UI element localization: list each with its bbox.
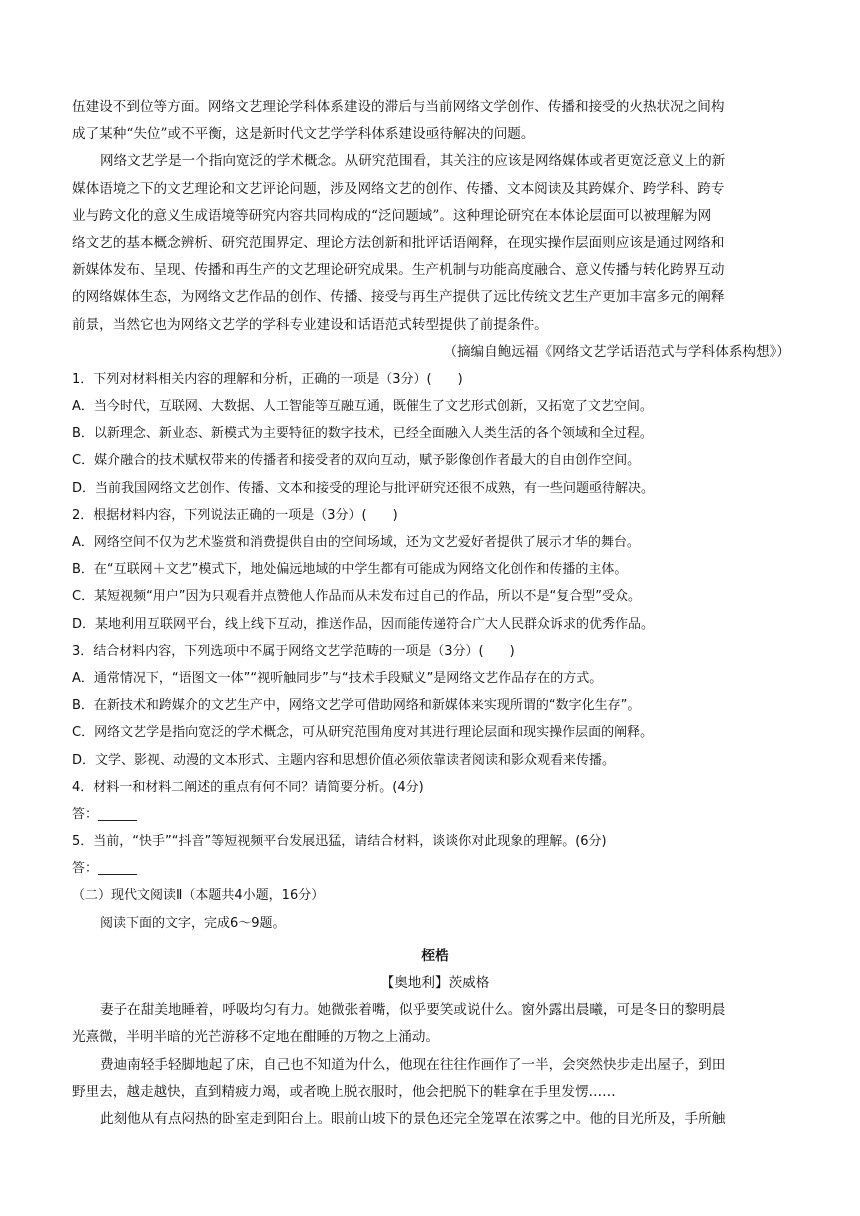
question-4 bbox=[72, 774, 798, 828]
section-2 bbox=[72, 882, 798, 1133]
option-d[interactable]: D．当前我国网络文艺创作、传播、文本和接受的理论与批评研究还很不成熟，有一些问题亟待解决。 bbox=[72, 480, 655, 496]
option-b[interactable]: B．以新理念、新业态、新模式为主要特征的数字技术，已经全面融入人类生活的各个领域和全过程。 bbox=[72, 426, 653, 442]
question-5 bbox=[72, 828, 798, 882]
passage-line: 伍建设不到位等方面。网络文艺理论学科体系建设的滞后与当前网络文学创作、传播和接受的火热状况之间构 bbox=[72, 99, 725, 115]
section-heading: （二）现代文阅读Ⅱ（本题共4小题，16分） bbox=[72, 888, 325, 904]
passage-line: 的网络媒体生态，为网络文艺作品的创作、传播、接受与再生产提供了远比传统文艺生产更加丰富多元的阐释 bbox=[72, 289, 725, 306]
question-stem: 4．材料一和材料二阐述的重点有何不同？请简要分析。(4分) bbox=[72, 779, 424, 795]
question-2 bbox=[72, 502, 798, 638]
question-1 bbox=[72, 366, 798, 502]
answer-blank[interactable]: 答：______ bbox=[72, 806, 138, 822]
question-3 bbox=[72, 638, 798, 774]
passage-line: 新媒体发布、呈现、传播和再生产的文艺理论研究成果。生产机制与功能高度融合、意义传播与转化跨界互动 bbox=[72, 262, 725, 279]
story-line: 光熹微，半明半暗的光芒游移不定地在酣睡的万物之上涌动。 bbox=[72, 1029, 440, 1046]
passage-line: 络文艺的基本概念辨析、研究范围界定、理论方法创新和批评话语阐释，在现实操作层面则应该是通过网络和 bbox=[72, 234, 725, 251]
passage-line: 前景，当然它也为网络文艺学的学科专业建设和话语范式转型提供了前提条件。 bbox=[72, 316, 548, 333]
passage-line: 业与跨文化的意义生成语境等研究内容共同构成的“泛问题域”。这种理论研究在本体论层面可以被理解为网 bbox=[72, 207, 712, 224]
option-b[interactable]: B．在新技术和跨媒介的文艺生产中，网络文艺学可借助网络和新媒体来实现所谓的“数字化生存”。 bbox=[72, 698, 641, 714]
story-title: 桎梏 bbox=[421, 947, 449, 964]
question-stem: 2．根据材料内容，下列说法正确的一项是（3分）( ) bbox=[72, 507, 398, 523]
story-line: 费迪南轻手轻脚地起了床，自己也不知道为什么，他现在往往作画作了一半，会突然快步走出屋子，到田 bbox=[100, 1056, 726, 1073]
story-line: 野里去，越走越快，直到精疲力竭，或者晚上脱衣服时，他会把脱下的鞋拿在手里发愣…… bbox=[72, 1083, 616, 1100]
option-d[interactable]: D．某地利用互联网平台，线上线下互动，推送作品，因而能传递符合广大人民群众诉求的优秀作品。 bbox=[72, 616, 655, 632]
option-c[interactable]: C．网络文艺学是指向宽泛的学术概念，可从研究范围角度对其进行理论层面和现实操作层面的阐释。 bbox=[72, 725, 654, 741]
passage-line: 成了某种“失位”或不平衡，这是新时代文艺学学科体系建设亟待解决的问题。 bbox=[72, 126, 535, 143]
option-c[interactable]: C．某短视频“用户”因为只观看并点赞他人作品而从未发布过自己的作品，所以不是“复合型”受众。 bbox=[72, 589, 642, 605]
document-page bbox=[72, 94, 798, 1133]
passage-line: 媒体语境之下的文艺理论和文艺评论问题，涉及网络文艺的创作、传播、文本阅读及其跨媒介、跨学科、跨专 bbox=[72, 180, 725, 197]
story-line: 此刻他从有点闷热的卧室走到阳台上。眼前山坡下的景色还完全笼罩在浓雾之中。他的目光所及，手所触 bbox=[100, 1110, 726, 1127]
option-a[interactable]: A．当今时代，互联网、大数据、人工智能等互融互通，既催生了文艺形式创新，又拓宽了文艺空间。 bbox=[72, 399, 653, 415]
option-a[interactable]: A．网络空间不仅为艺术鉴赏和消费提供自由的空间场域，还为文艺爱好者提供了展示才华的舞台。 bbox=[72, 535, 640, 550]
answer-blank[interactable]: 答：______ bbox=[72, 861, 138, 877]
story-line: 妻子在甜美地睡着，呼吸均匀有力。她微张着嘴，似乎要笑或说什么。窗外露出晨曦，可是冬日的黎明晨 bbox=[100, 1002, 726, 1019]
option-d[interactable]: D．文学、影视、动漫的文本形式、主题内容和思想价值必须依靠读者阅读和影众观看来传播。 bbox=[72, 752, 616, 768]
option-b[interactable]: B．在“互联网＋文艺”模式下，地处偏远地域的中学生都有可能成为网络文化创作和传播的主体。 bbox=[72, 562, 628, 578]
question-stem: 1．下列对材料相关内容的理解和分析，正确的一项是（3分）( ) bbox=[72, 371, 463, 387]
option-c[interactable]: C．媒介融合的技术赋权带来的传播者和接受者的双向互动，赋予影像创作者最大的自由创作空间。 bbox=[72, 453, 641, 469]
source-citation: （摘编自鲍远福《网络文艺学话语范式与学科体系构想》） bbox=[443, 343, 790, 360]
passage-1 bbox=[72, 94, 798, 366]
passage-line: 网络文艺学是一个指向宽泛的学术概念。从研究范围看，其关注的应该是网络媒体或者更宽泛意义上的新 bbox=[100, 153, 726, 170]
option-a[interactable]: A．通常情况下，“语图文一体”“视听触同步”与“技术手段赋义”是网络文艺作品存在的方式。 bbox=[72, 670, 603, 686]
section-instruction: 阅读下面的文字，完成6～9题。 bbox=[100, 915, 286, 931]
question-stem: 5．当前，“快手”“抖音”等短视频平台发展迅猛，请结合材料，谈谈你对此现象的理解。(6分) bbox=[72, 834, 607, 850]
question-stem: 3．结合材料内容，下列选项中不属于网络文艺学范畴的一项是（3分）( ) bbox=[72, 643, 515, 659]
story-author: 【奥地利】茨威格 bbox=[380, 975, 490, 991]
